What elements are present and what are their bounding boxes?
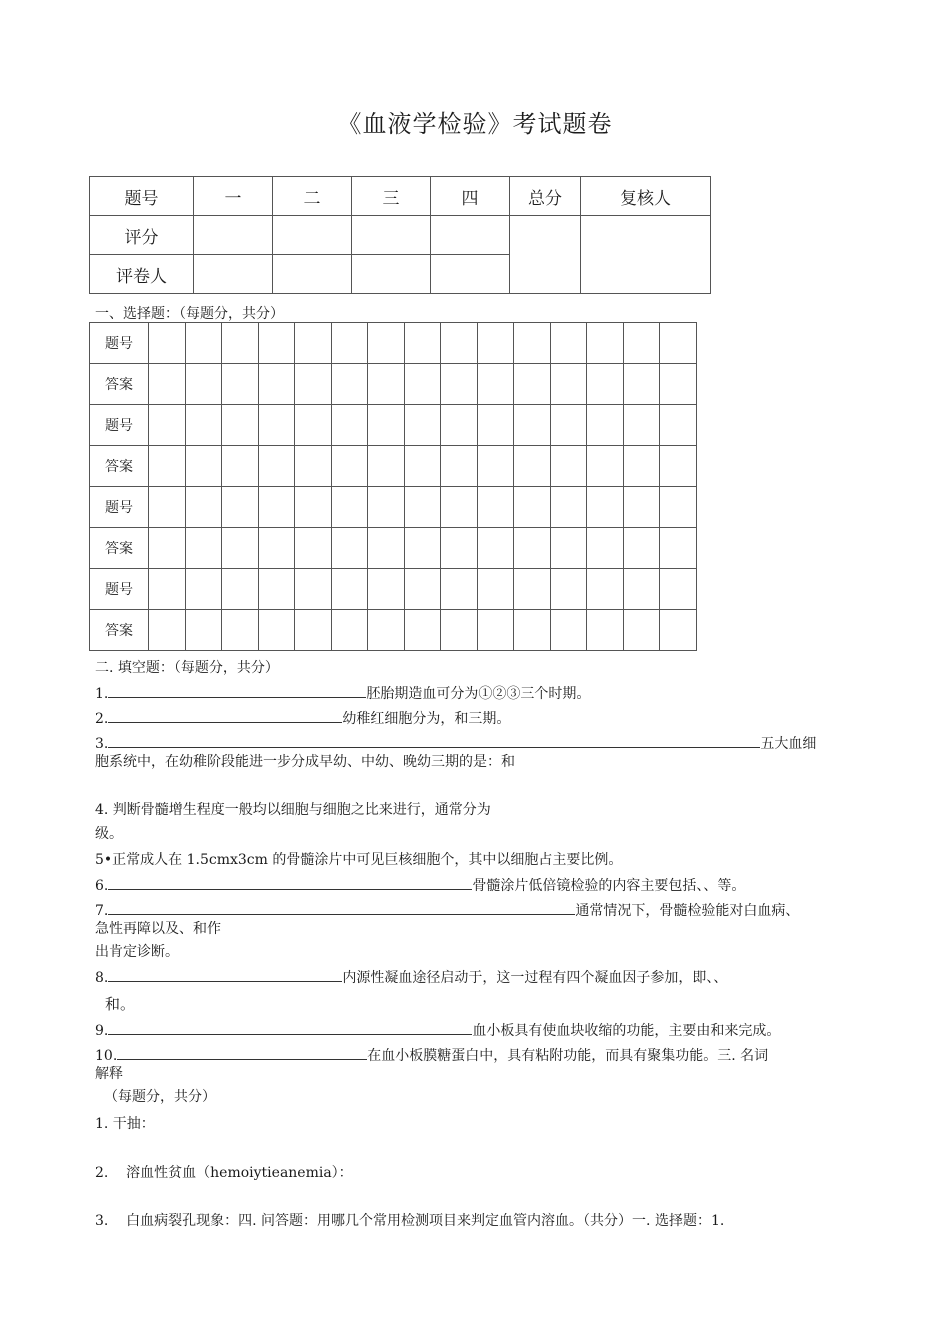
question-number-cell[interactable] [222,323,259,364]
question-number-cell[interactable] [222,487,259,528]
question-number-cell[interactable] [295,487,332,528]
question-number-cell[interactable] [587,569,624,610]
answer-cell[interactable] [623,528,660,569]
answer-cell[interactable] [660,364,697,405]
answer-cell[interactable] [623,446,660,487]
answer-row [90,528,697,569]
answer-cell[interactable] [222,446,259,487]
score-cell[interactable] [431,216,510,255]
question-number-row [90,323,697,364]
question-number-cell[interactable] [660,405,697,446]
question-text: 幼稚红细胞分为，和三期。 [342,711,511,727]
question-number: 10. [95,1048,118,1064]
question-number-cell[interactable] [258,405,295,446]
answer-grid [89,322,697,651]
question-number-cell[interactable] [623,569,660,610]
score-cell[interactable] [273,216,352,255]
section2-heading: 二. 填空题：（每题分，共分） [95,660,279,676]
answer-cell[interactable] [368,446,405,487]
fill-question-2 [95,708,510,729]
question-number-cell[interactable] [258,569,295,610]
answer-cell[interactable] [258,610,295,651]
question-number-cell[interactable] [404,487,441,528]
answer-cell[interactable] [258,528,295,569]
page-title: 《血液学检验》考试题卷 [337,110,613,138]
answer-cell[interactable] [185,610,222,651]
question-number-cell[interactable] [368,323,405,364]
answer-cell[interactable] [587,446,624,487]
fill-question-7-cont2: 出肯定诊断。 [95,944,179,960]
question-text: 血小板具有使血块收缩的功能，主要由和来完成。 [472,1023,781,1039]
fill-question-9 [95,1020,780,1041]
answer-cell[interactable] [660,446,697,487]
answer-cell[interactable] [477,528,514,569]
answer-cell[interactable] [404,446,441,487]
answer-cell[interactable] [587,364,624,405]
question-number-cell[interactable] [623,323,660,364]
question-number: 1. [95,686,109,702]
question-number-cell[interactable] [331,323,368,364]
row-label: 评卷人 [90,255,194,294]
answer-cell[interactable] [185,364,222,405]
question-number-cell[interactable] [295,405,332,446]
row-label: 题号 [90,569,149,610]
question-number-row [90,405,697,446]
question-number-cell[interactable] [587,487,624,528]
question-number: 7. [95,903,109,919]
answer-cell[interactable] [514,364,551,405]
question-number-cell[interactable] [441,405,478,446]
answer-cell[interactable] [477,610,514,651]
question-number-cell[interactable] [441,487,478,528]
question-number-cell[interactable] [331,569,368,610]
question-number-cell[interactable] [185,323,222,364]
term-question-1: 1. 干抽： [95,1116,155,1132]
question-number: 8. [95,970,109,986]
answer-row [90,610,697,651]
header-cell: 总分 [510,177,581,216]
question-number-cell[interactable] [660,487,697,528]
fill-question-4: 4. 判断骨髓增生程度一般均以细胞与细胞之比来进行，通常分为 [95,802,491,818]
reviewer-cell[interactable] [581,216,711,294]
answer-cell[interactable] [514,528,551,569]
question-number-cell[interactable] [258,323,295,364]
answer-cell[interactable] [441,528,478,569]
total-score-cell[interactable] [510,216,581,294]
answer-cell[interactable] [331,446,368,487]
answer-cell[interactable] [258,364,295,405]
answer-cell[interactable] [295,528,332,569]
answer-cell[interactable] [550,364,587,405]
score-table [89,176,711,294]
score-row [90,216,711,255]
answer-row [90,446,697,487]
question-number-cell[interactable] [550,405,587,446]
question-number-cell[interactable] [295,569,332,610]
question-number-cell[interactable] [331,405,368,446]
question-text: 骨髓涂片低倍镜检验的内容主要包括、、等。 [472,878,746,894]
fill-question-6 [95,875,745,896]
answer-cell[interactable] [404,610,441,651]
grader-cell[interactable] [194,255,273,294]
question-number-cell[interactable] [623,487,660,528]
answer-cell[interactable] [368,610,405,651]
answer-cell[interactable] [550,528,587,569]
answer-cell[interactable] [295,610,332,651]
answer-cell[interactable] [441,364,478,405]
question-number-cell[interactable] [404,569,441,610]
question-number: 9. [95,1023,109,1039]
answer-cell[interactable] [550,610,587,651]
row-label: 题号 [90,323,149,364]
answer-cell[interactable] [587,610,624,651]
answer-cell[interactable] [404,528,441,569]
answer-cell[interactable] [258,446,295,487]
answer-cell[interactable] [222,610,259,651]
answer-cell[interactable] [441,446,478,487]
question-number-cell[interactable] [477,323,514,364]
answer-cell[interactable] [149,446,186,487]
answer-cell[interactable] [587,528,624,569]
answer-cell[interactable] [514,446,551,487]
answer-row [90,364,697,405]
fill-question-3-cont: 胞系统中，在幼稚阶段能进一步分成早幼、中幼、晚幼三期的是：和 [95,754,515,770]
score-table-header-row [90,177,711,216]
question-number-cell[interactable] [185,405,222,446]
question-number-cell[interactable] [477,405,514,446]
question-number-cell[interactable] [514,323,551,364]
answer-cell[interactable] [477,446,514,487]
answer-cell[interactable] [149,364,186,405]
header-cell: 四 [431,177,510,216]
question-number-cell[interactable] [258,487,295,528]
answer-cell[interactable] [185,528,222,569]
question-number-cell[interactable] [514,487,551,528]
question-number-cell[interactable] [222,405,259,446]
grader-cell[interactable] [273,255,352,294]
question-number-cell[interactable] [441,323,478,364]
answer-blank[interactable] [108,683,366,698]
fill-question-7 [95,900,799,921]
question-number-cell[interactable] [623,405,660,446]
answer-cell[interactable] [514,610,551,651]
row-label: 答案 [90,364,149,405]
question-number-row [90,569,697,610]
fill-question-10 [95,1045,768,1066]
answer-cell[interactable] [331,610,368,651]
question-number-cell[interactable] [660,569,697,610]
question-text: 胚胎期造血可分为①②③三个时期。 [366,686,591,702]
question-number-cell[interactable] [660,323,697,364]
score-cell[interactable] [194,216,273,255]
question-number: 6. [95,878,109,894]
question-number-cell[interactable] [295,323,332,364]
answer-blank[interactable] [108,875,472,890]
answer-cell[interactable] [477,364,514,405]
score-cell[interactable] [352,216,431,255]
fill-question-7-cont: 急性再障以及、和作 [95,921,221,937]
question-number-cell[interactable] [441,569,478,610]
question-text: 内源性凝血途径启动于，这一过程有四个凝血因子参加，即、、 [342,970,728,986]
question-number-cell[interactable] [149,487,186,528]
answer-cell[interactable] [149,610,186,651]
header-cell: 二 [273,177,352,216]
answer-blank[interactable] [108,967,342,982]
question-number-cell[interactable] [222,569,259,610]
fill-question-1 [95,683,590,704]
term-question-3: 3. 白血病裂孔现象：四. 问答题：用哪几个常用检测项目来判定血管内溶血。（共分）一. 选择题：1. [95,1213,725,1229]
header-cell: 三 [352,177,431,216]
question-text: 在血小板膜糖蛋白中，具有粘附功能，而具有聚集功能。三. 名词 [367,1048,769,1064]
question-number-row [90,487,697,528]
answer-cell[interactable] [623,610,660,651]
answer-cell[interactable] [185,446,222,487]
row-label: 题号 [90,405,149,446]
fill-question-4-cont: 级。 [95,826,123,842]
row-label: 评分 [90,216,194,255]
answer-cell[interactable] [295,446,332,487]
grader-cell[interactable] [352,255,431,294]
answer-cell[interactable] [331,364,368,405]
question-number: 2. [95,711,109,727]
section1-heading: 一、选择题：（每题分，共分） [95,306,284,322]
answer-cell[interactable] [331,528,368,569]
question-number-cell[interactable] [404,323,441,364]
question-number-cell[interactable] [514,569,551,610]
header-cell: 一 [194,177,273,216]
question-number-cell[interactable] [149,569,186,610]
question-number-cell[interactable] [477,569,514,610]
question-number-cell[interactable] [185,487,222,528]
row-label: 答案 [90,610,149,651]
row-label: 答案 [90,446,149,487]
answer-cell[interactable] [623,364,660,405]
question-number-cell[interactable] [514,405,551,446]
answer-cell[interactable] [550,446,587,487]
section3-heading: （每题分，共分） [104,1089,216,1105]
question-number-cell[interactable] [477,487,514,528]
answer-cell[interactable] [660,528,697,569]
answer-cell[interactable] [149,528,186,569]
row-label: 答案 [90,528,149,569]
fill-question-8 [95,967,727,988]
answer-cell[interactable] [222,528,259,569]
question-number-cell[interactable] [550,323,587,364]
answer-cell[interactable] [404,364,441,405]
question-text: 通常情况下，骨髓检验能对白血病、 [575,903,800,919]
row-label: 题号 [90,487,149,528]
question-number-cell[interactable] [550,487,587,528]
answer-blank[interactable] [108,733,760,748]
fill-question-8-cont: 和。 [105,995,136,1013]
header-cell: 复核人 [581,177,711,216]
question-number-cell[interactable] [368,569,405,610]
answer-cell[interactable] [368,364,405,405]
answer-cell[interactable] [660,610,697,651]
question-number-cell[interactable] [404,405,441,446]
answer-blank[interactable] [108,1020,472,1035]
question-number-cell[interactable] [185,569,222,610]
grader-cell[interactable] [431,255,510,294]
question-number: 3. [95,736,109,752]
answer-cell[interactable] [368,528,405,569]
fill-question-5: 5•正常成人在 1.5cmx3cm 的骨髓涂片中可见巨核细胞个，其中以细胞占主要比例。 [95,852,623,868]
question-number-cell[interactable] [587,323,624,364]
question-number-cell[interactable] [550,569,587,610]
answer-cell[interactable] [441,610,478,651]
question-text: 五大血细 [760,736,817,752]
question-number-cell[interactable] [331,487,368,528]
header-cell: 题号 [90,177,194,216]
answer-blank[interactable] [108,900,575,915]
question-number-cell[interactable] [587,405,624,446]
answer-blank[interactable] [117,1045,367,1060]
question-number-cell[interactable] [368,405,405,446]
question-number-cell[interactable] [149,405,186,446]
fill-question-10-cont: 解释 [95,1066,123,1082]
question-number-cell[interactable] [368,487,405,528]
term-question-2: 2. 溶血性贫血（hemoiytieanemia）： [95,1165,353,1181]
answer-cell[interactable] [295,364,332,405]
fill-question-3 [95,733,816,754]
answer-blank[interactable] [108,708,342,723]
question-number-cell[interactable] [149,323,186,364]
answer-cell[interactable] [222,364,259,405]
